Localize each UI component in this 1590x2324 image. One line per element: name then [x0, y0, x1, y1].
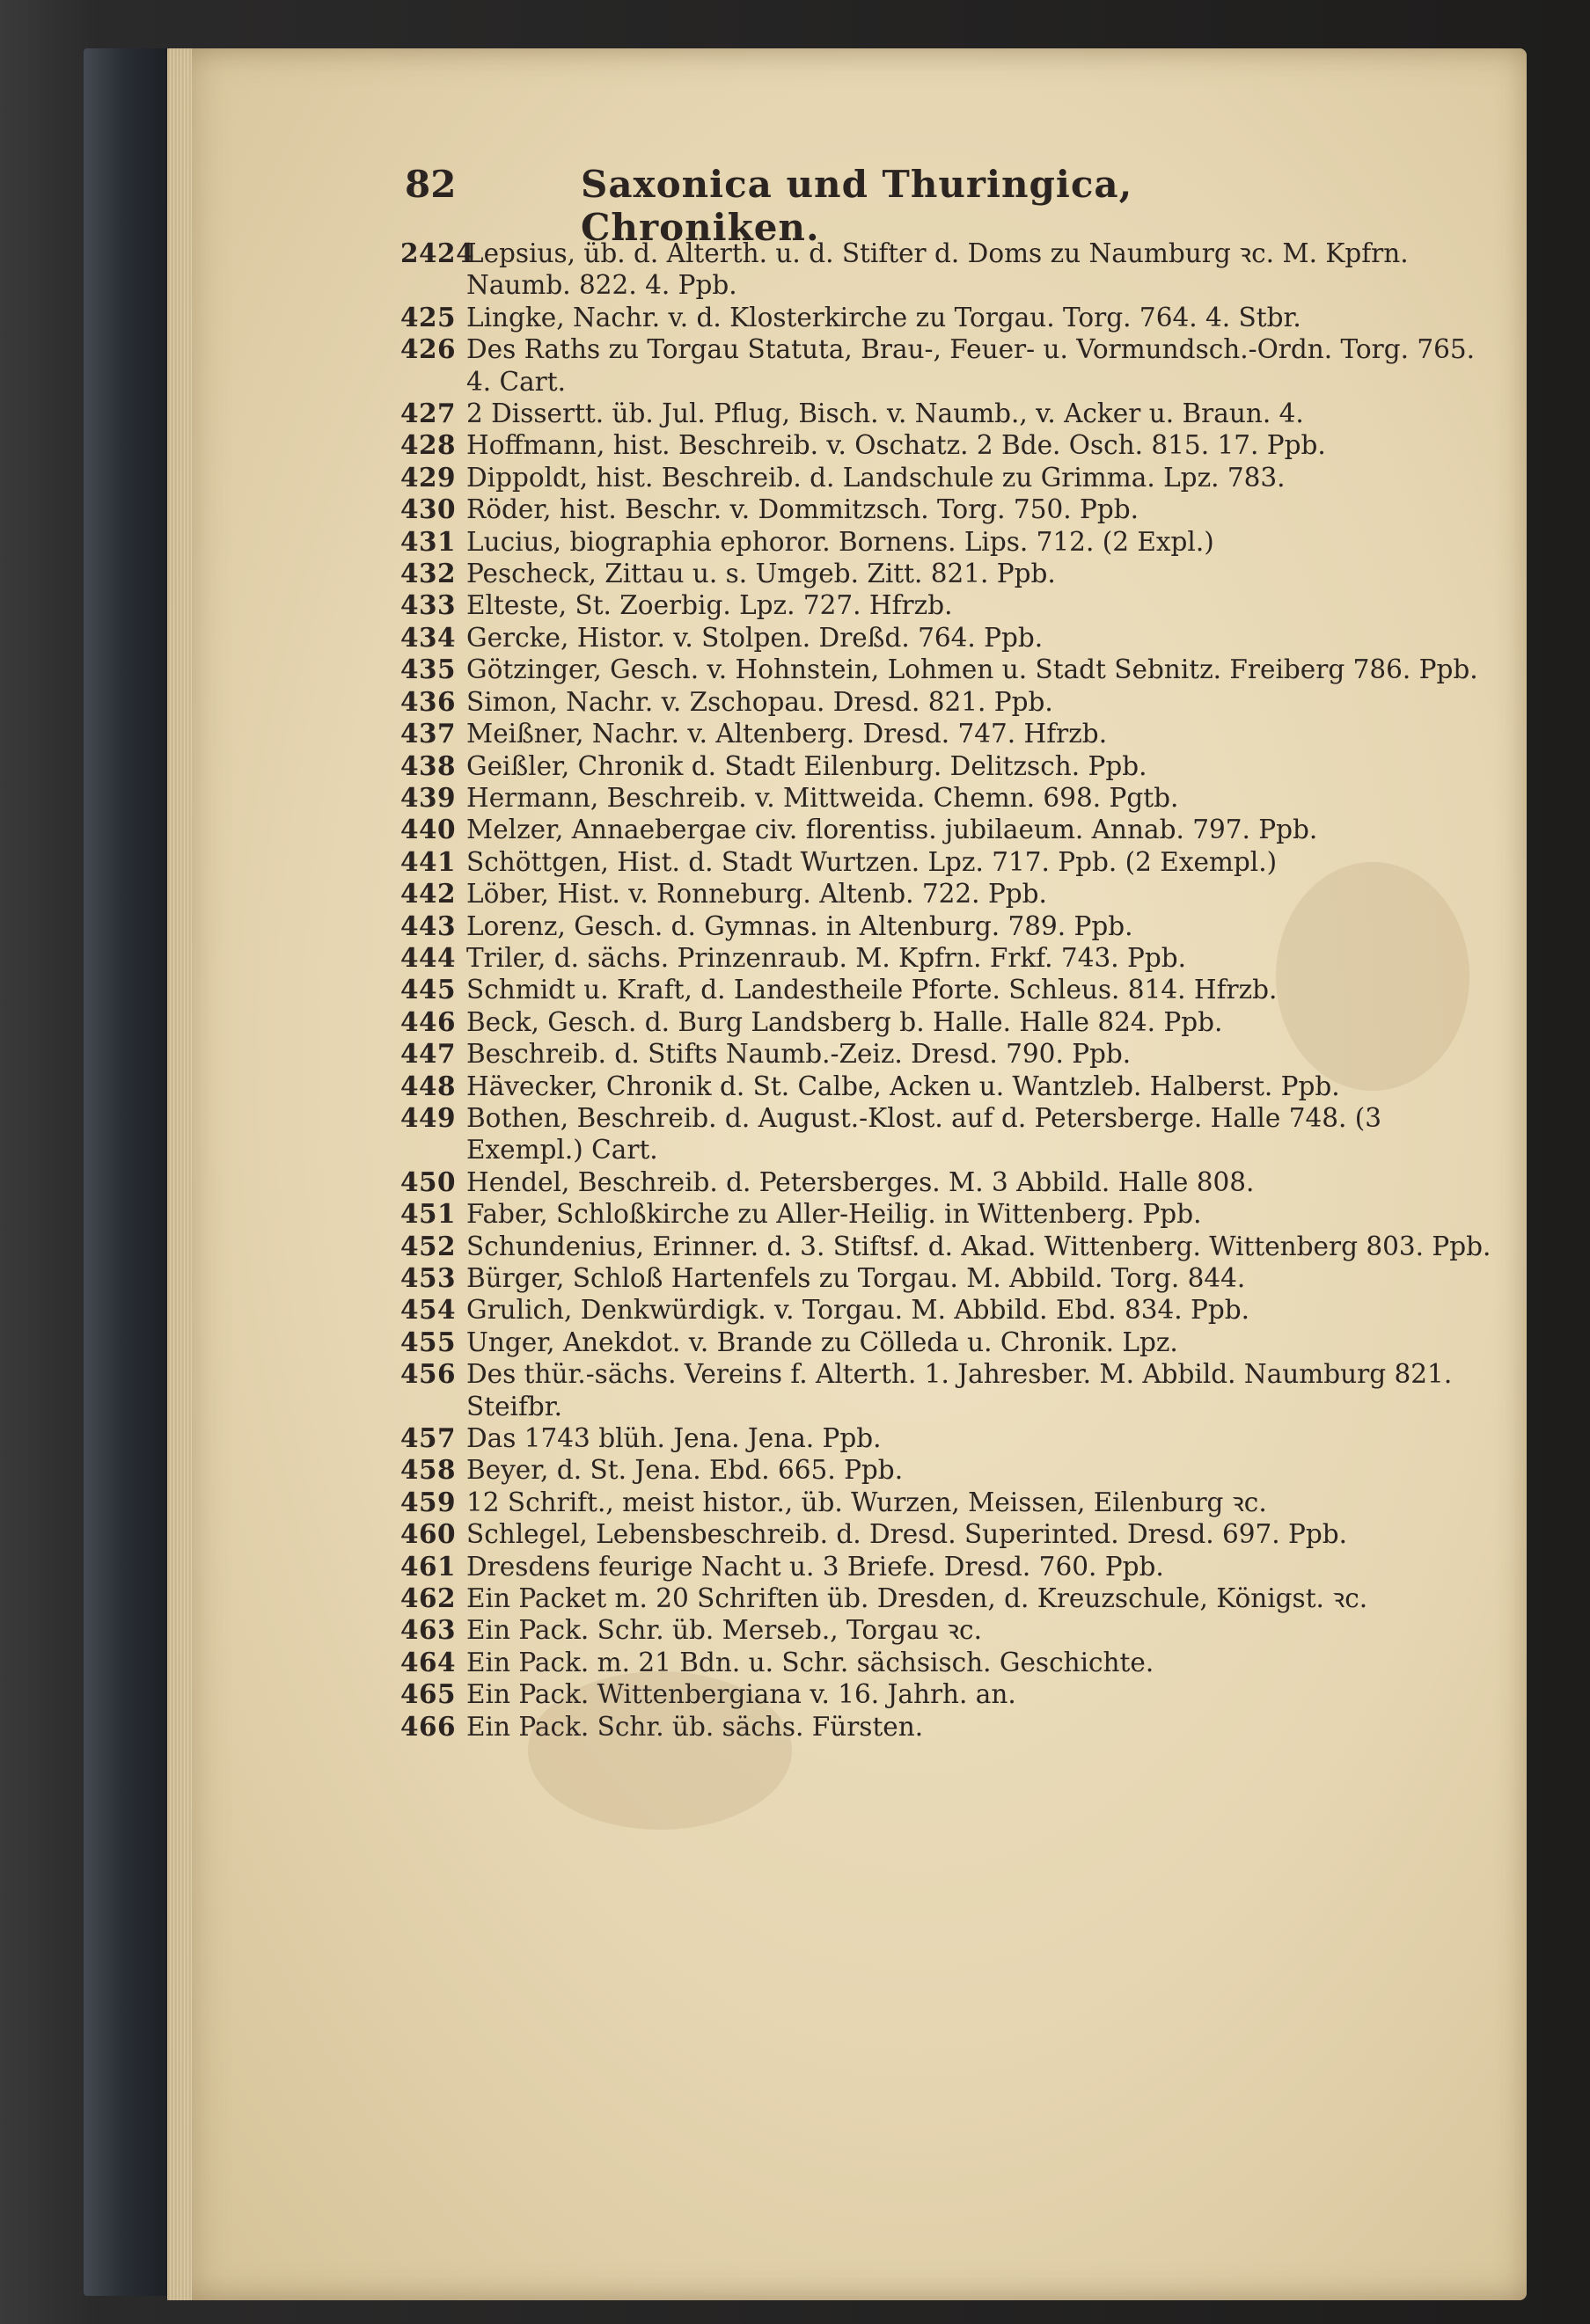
- catalog-entry: [400, 846, 1491, 878]
- entry-number: 428: [400, 429, 457, 461]
- entry-text: Schlegel, Lebensbeschreib. d. Dresd. Superinted. Dresd. 697. Ppb.: [466, 1519, 1348, 1550]
- catalog-entry: [400, 974, 1491, 1005]
- entry-number: 439: [400, 781, 457, 813]
- entry-number: 451: [400, 1198, 457, 1230]
- catalog-entry: [400, 1166, 1491, 1198]
- entry-number: 435: [400, 654, 457, 685]
- entry-text: Des Raths zu Torgau Statuta, Brau-, Feuer- u. Vormundsch.-Ordn. Torg. 765. 4. Cart.: [466, 334, 1476, 397]
- entry-number: 465: [400, 1678, 457, 1710]
- entry-number: 426: [400, 333, 457, 365]
- entry-number: 454: [400, 1294, 457, 1326]
- catalog-entry: [400, 1614, 1491, 1646]
- entry-number: 443: [400, 910, 457, 941]
- entry-text: Beschreib. d. Stifts Naumb.-Zeiz. Dresd. 790. Ppb.: [466, 1039, 1132, 1070]
- entry-number: 2424: [400, 238, 475, 268]
- entry-text: Das 1743 blüh. Jena. Jena. Ppb.: [466, 1423, 882, 1454]
- entry-text: Pescheck, Zittau u. s. Umgeb. Zitt. 821. Ppb.: [466, 559, 1056, 589]
- entry-text: Des thür.-sächs. Vereins f. Alterth. 1. Jahresber. M. Abbild. Naumburg 821. Steifbr.: [466, 1359, 1453, 1421]
- entry-text: Dresdens feurige Nacht u. 3 Briefe. Dresd. 760. Ppb.: [466, 1551, 1164, 1582]
- entry-text: Lepsius, üb. d. Alterth. u. d. Stifter d. Doms zu Naumburg ꝛc. M. Kpfrn. Naumb. 822. 4. Ppb.: [466, 238, 1409, 301]
- entry-number: 455: [400, 1326, 457, 1357]
- catalog-entry: [400, 1487, 1491, 1518]
- entry-text: Lucius, biographia ephoror. Bornens. Lips. 712. (2 Expl.): [466, 526, 1214, 557]
- catalog-entry: [400, 1551, 1491, 1582]
- catalog-entry: [400, 1326, 1491, 1358]
- entry-text: Hävecker, Chronik d. St. Calbe, Acken u. Wantzleb. Halberst. Ppb.: [466, 1071, 1340, 1101]
- catalog-entry: [400, 526, 1491, 558]
- catalog-entry: [400, 1038, 1491, 1070]
- entry-number: 461: [400, 1550, 457, 1582]
- entry-text: Hendel, Beschreib. d. Petersberges. M. 3 Abbild. Halle 808.: [466, 1166, 1255, 1197]
- entry-number: 448: [400, 1070, 457, 1101]
- entry-number: 444: [400, 941, 457, 973]
- entry-number: 425: [400, 301, 457, 333]
- entry-number: 459: [400, 1486, 457, 1517]
- entry-number: 463: [400, 1614, 457, 1646]
- entry-text: Lingke, Nachr. v. d. Klosterkirche zu Torgau. Torg. 764. 4. Stbr.: [466, 302, 1301, 333]
- entry-text: Hoffmann, hist. Beschreib. v. Oschatz. 2 Bde. Osch. 815. 17. Ppb.: [466, 430, 1326, 461]
- entry-text: Ein Packet m. 20 Schriften üb. Dresden, d. Kreuzschule, Königst. ꝛc.: [466, 1583, 1368, 1614]
- entry-text: Ein Pack. Wittenbergiana v. 16. Jahrh. an.: [466, 1679, 1016, 1710]
- entry-number: 437: [400, 718, 457, 749]
- entry-text: Meißner, Nachr. v. Altenberg. Dresd. 747. Hfrzb.: [466, 719, 1108, 749]
- entry-number: 445: [400, 974, 457, 1005]
- entry-number: 441: [400, 845, 457, 877]
- entry-text: Ein Pack. Schr. üb. Merseb., Torgau ꝛc.: [466, 1615, 982, 1646]
- catalog-entry: [400, 1071, 1491, 1102]
- entry-number: 434: [400, 621, 457, 653]
- entry-text: Beck, Gesch. d. Burg Landsberg b. Halle. Halle 824. Ppb.: [466, 1006, 1223, 1037]
- catalog-entry: [400, 718, 1491, 749]
- catalog-entry: [400, 493, 1491, 525]
- book-spine: [84, 48, 180, 2296]
- entry-text: Bothen, Beschreib. d. August.-Klost. auf d. Petersberge. Halle 748. (3 Exempl.) Cart.: [466, 1102, 1382, 1166]
- entry-number: 450: [400, 1166, 457, 1197]
- entry-text: Simon, Nachr. v. Zschopau. Dresd. 821. Ppb.: [466, 686, 1053, 717]
- catalog-entry: [400, 558, 1491, 589]
- entry-text: Geißler, Chronik d. Stadt Eilenburg. Delitzsch. Ppb.: [466, 750, 1147, 781]
- page-number: 82: [405, 163, 457, 206]
- catalog-entry: [400, 238, 1491, 302]
- catalog-entry: [400, 1454, 1491, 1486]
- catalog-entry: [400, 1582, 1491, 1614]
- catalog-entry: [400, 910, 1491, 942]
- entry-text: Bürger, Schloß Hartenfels zu Torgau. M. Abbild. Torg. 844.: [466, 1263, 1246, 1293]
- entry-number: 447: [400, 1038, 457, 1070]
- catalog-entry: [400, 429, 1491, 461]
- entry-text: Faber, Schloßkirche zu Aller-Heilig. in Wittenberg. Ppb.: [466, 1199, 1202, 1230]
- catalog-entry: [400, 1198, 1491, 1230]
- entry-text: Elteste, St. Zoerbig. Lpz. 727. Hfrzb.: [466, 590, 953, 621]
- entry-text: 2 Dissertt. üb. Jul. Pflug, Bisch. v. Naumb., v. Acker u. Braun. 4.: [466, 398, 1304, 429]
- entry-number: 427: [400, 398, 457, 429]
- entry-text: 12 Schrift., meist histor., üb. Wurzen, Meissen, Eilenburg ꝛc.: [466, 1487, 1267, 1517]
- entry-text: Schundenius, Erinner. d. 3. Stiftsf. d. Akad. Wittenberg. Wittenberg 803. Ppb.: [466, 1231, 1491, 1261]
- entry-number: 436: [400, 685, 457, 717]
- entry-number: 458: [400, 1454, 457, 1486]
- entry-text: Dippoldt, hist. Beschreib. d. Landschule zu Grimma. Lpz. 783.: [466, 462, 1286, 493]
- entry-number: 430: [400, 493, 457, 525]
- catalog-entry: [400, 398, 1491, 429]
- catalog-entry: [400, 1678, 1491, 1710]
- entry-text: Unger, Anekdot. v. Brande zu Cölleda u. Chronik. Lpz.: [466, 1326, 1178, 1357]
- catalog-entry: [400, 622, 1491, 654]
- entry-number: 452: [400, 1230, 457, 1261]
- catalog-entry: [400, 750, 1491, 782]
- entry-number: 431: [400, 525, 457, 557]
- entry-number: 457: [400, 1422, 457, 1454]
- catalog-entry: [400, 1647, 1491, 1678]
- catalog-entry: [400, 1358, 1491, 1422]
- catalog-entry: [400, 782, 1491, 814]
- catalog-entry: [400, 1006, 1491, 1038]
- entry-text: Grulich, Denkwürdigk. v. Torgau. M. Abbild. Ebd. 834. Ppb.: [466, 1295, 1250, 1326]
- entry-number: 466: [400, 1710, 457, 1742]
- entry-number: 446: [400, 1005, 457, 1037]
- catalog-entry: [400, 686, 1491, 718]
- catalog-entry: [400, 1231, 1491, 1262]
- catalog-entry: [400, 814, 1491, 845]
- entry-text: Triler, d. sächs. Prinzenraub. M. Kpfrn. Frkf. 743. Ppb.: [466, 942, 1186, 973]
- entry-text: Schöttgen, Hist. d. Stadt Wurtzen. Lpz. 717. Ppb. (2 Exempl.): [466, 846, 1278, 877]
- catalog-entry: [400, 1262, 1491, 1294]
- page-edges: [167, 48, 192, 2300]
- entry-text: Beyer, d. St. Jena. Ebd. 665. Ppb.: [466, 1455, 904, 1486]
- entry-number: 440: [400, 814, 457, 845]
- entry-text: Götzinger, Gesch. v. Hohnstein, Lohmen u. Stadt Sebnitz. Freiberg 786. Ppb.: [466, 654, 1478, 685]
- entry-number: 433: [400, 589, 457, 621]
- entry-number: 449: [400, 1101, 457, 1133]
- catalog-entry: [400, 302, 1491, 333]
- catalog-entry: [400, 462, 1491, 493]
- catalog-entry: [400, 1422, 1491, 1454]
- entry-text: Hermann, Beschreib. v. Mittweida. Chemn. 698. Pgtb.: [466, 782, 1179, 813]
- entry-number: 429: [400, 461, 457, 493]
- entry-number: 442: [400, 878, 457, 910]
- entry-number: 462: [400, 1582, 457, 1614]
- page-header: [405, 163, 1285, 249]
- catalog-entry: [400, 589, 1491, 621]
- entry-text: Röder, hist. Beschr. v. Dommitzsch. Torg. 750. Ppb.: [466, 494, 1139, 525]
- catalog-entry: [400, 654, 1491, 685]
- catalog-entry: [400, 878, 1491, 910]
- entry-number: 464: [400, 1646, 457, 1677]
- entry-text: Ein Pack. Schr. üb. sächs. Fürsten.: [466, 1711, 924, 1742]
- catalog-entry: [400, 1294, 1491, 1326]
- catalog-entry: [400, 1711, 1491, 1743]
- catalog-entries: [400, 238, 1491, 1743]
- entry-number: 453: [400, 1262, 457, 1293]
- catalog-entry: [400, 1102, 1491, 1166]
- entry-text: Löber, Hist. v. Ronneburg. Altenb. 722. Ppb.: [466, 879, 1047, 910]
- entry-text: Ein Pack. m. 21 Bdn. u. Schr. sächsisch. Geschichte.: [466, 1647, 1154, 1677]
- entry-text: Schmidt u. Kraft, d. Landestheile Pforte. Schleus. 814. Hfrzb.: [466, 975, 1278, 1005]
- entry-number: 456: [400, 1358, 457, 1390]
- entry-number: 438: [400, 749, 457, 781]
- catalog-entry: [400, 942, 1491, 974]
- entry-text: Melzer, Annaebergae civ. florentiss. jubilaeum. Annab. 797. Ppb.: [466, 815, 1318, 845]
- catalog-entry: [400, 333, 1491, 398]
- entry-text: Gercke, Histor. v. Stolpen. Dreßd. 764. Ppb.: [466, 622, 1044, 653]
- entry-text: Lorenz, Gesch. d. Gymnas. in Altenburg. 789. Ppb.: [466, 910, 1133, 941]
- page-title: Saxonica und Thuringica, Chroniken.: [581, 163, 1133, 249]
- entry-number: 432: [400, 558, 457, 589]
- catalog-entry: [400, 1518, 1491, 1550]
- entry-number: 460: [400, 1518, 457, 1550]
